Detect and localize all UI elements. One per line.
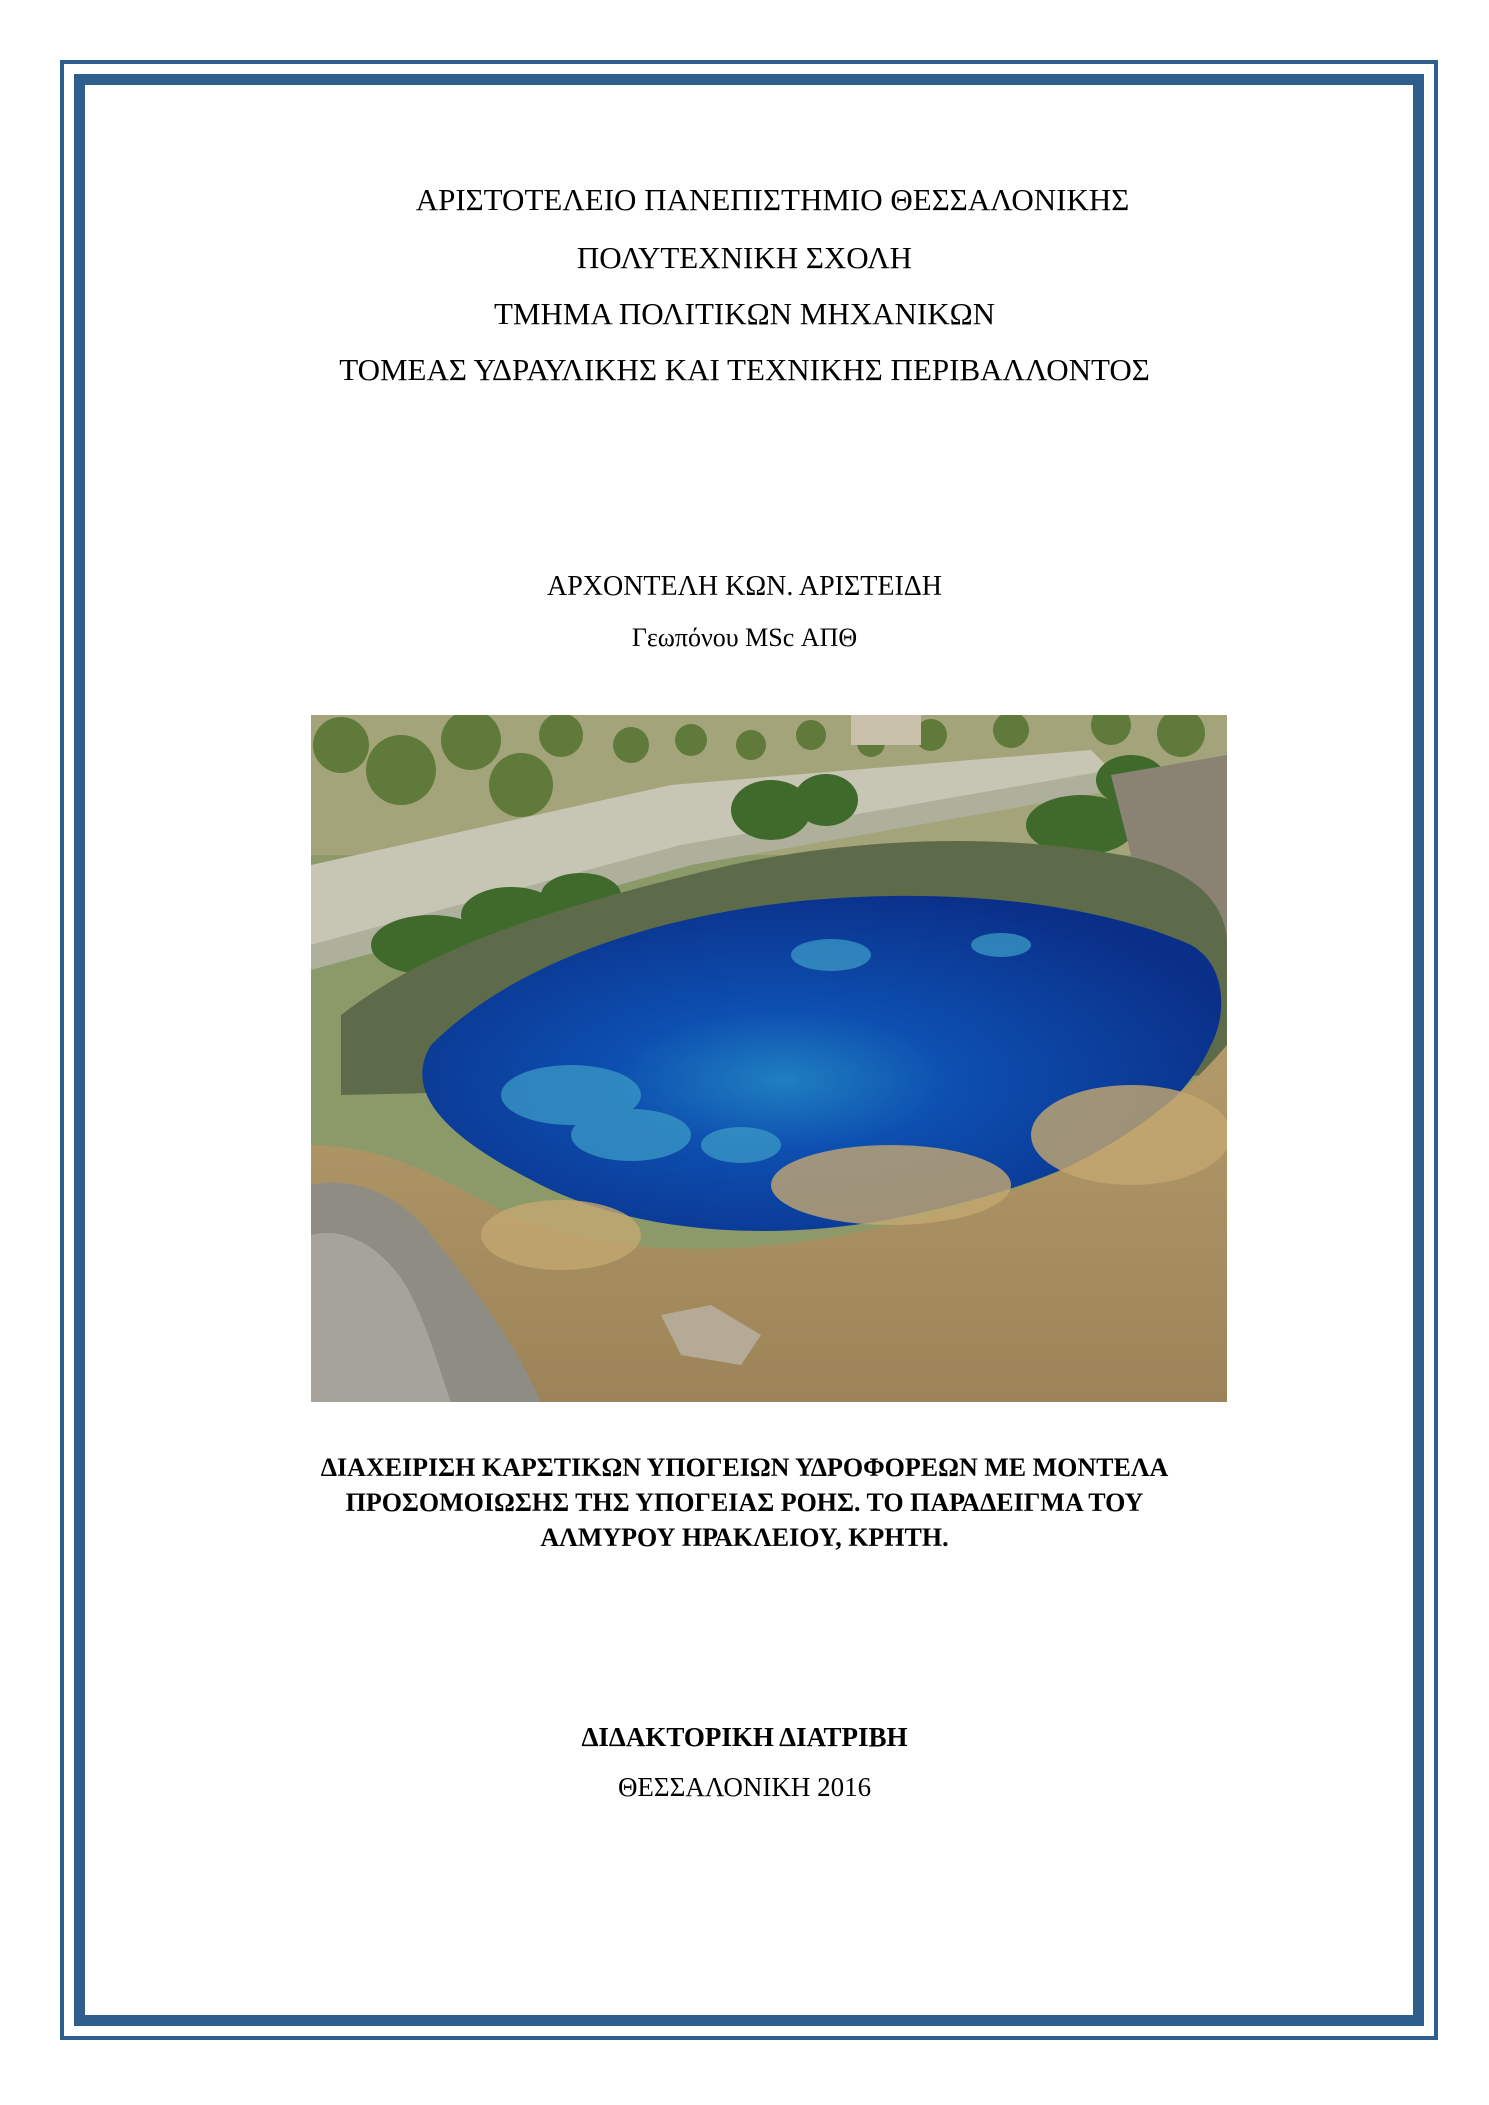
thesis-title-line-3: ΑΛΜΥΡΟΥ ΗΡΑΚΛΕΙΟΥ, ΚΡΗΤΗ. [540, 1523, 949, 1552]
thesis-title-line-1: ΔΙΑΧΕΙΡΙΣΗ ΚΑΡΣΤΙΚΩΝ ΥΠΟΓΕΙΩΝ ΥΔΡΟΦΟΡΕΩΝ ΜΕ ΜΟΝΤΕΛΑ [320, 1453, 1169, 1482]
division-name: ΤΟΜΕΑΣ ΥΔΡΑΥΛΙΚΗΣ ΚΑΙ ΤΕΧΝΙΚΗΣ ΠΕΡΙΒΑΛΛΟΝΤΟΣ [339, 352, 1150, 387]
place-and-year: ΘΕΣΣΑΛΟΝΙΚΗ 2016 [617, 1772, 872, 1802]
document-type: ΔΙΔΑΚΤΟΡΙΚΗ ΔΙΑΤΡΙΒΗ [581, 1722, 908, 1752]
author-name: ΑΡΧΟΝΤΕΛΗ ΚΩΝ. ΑΡΙΣΤΕΙΔΗ [546, 571, 943, 602]
university-name: ΑΡΙΣΤΟΤΕΛΕΙΟ ΠΑΝΕΠΙΣΤΗΜΙΟ ΘΕΣΣΑΛΟΝΙΚΗΣ [415, 182, 1130, 217]
author-degree: Γεωπόνου MSc ΑΠΘ [631, 623, 858, 652]
cover-photo [311, 715, 1227, 1402]
school-name: ΠΟΛΥΤΕΧΝΙΚΗ ΣΧΟΛΗ [576, 240, 913, 275]
department-name: ΤΜΗΜΑ ΠΟΛΙΤΙΚΩΝ ΜΗΧΑΝΙΚΩΝ [493, 296, 996, 331]
thesis-title-line-2: ΠΡΟΣΟΜΟΙΩΣΗΣ ΤΗΣ ΥΠΟΓΕΙΑΣ ΡΟΗΣ. ΤΟ ΠΑΡΑΔΕΙΓΜΑ ΤΟΥ [345, 1488, 1144, 1517]
